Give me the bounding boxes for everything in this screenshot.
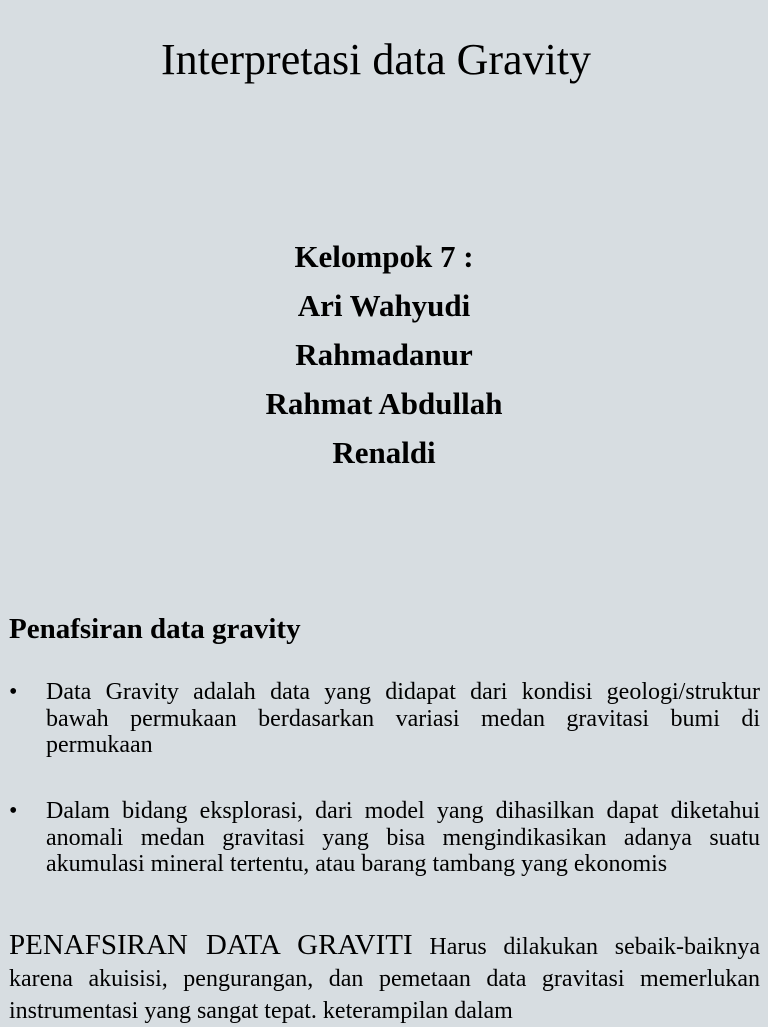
bullet-marker: • — [9, 798, 18, 824]
bullet-item — [9, 798, 760, 878]
body-paragraph — [9, 929, 760, 1027]
member-name: Renaldi — [332, 435, 436, 470]
member-name: Rahmat Abdullah — [265, 386, 503, 421]
group-member-list — [0, 232, 768, 477]
bullet-item — [9, 679, 760, 759]
member-name: Ari Wahyudi — [297, 288, 471, 323]
member-name: Rahmadanur — [295, 337, 473, 372]
paragraph-lead: PENAFSIRAN DATA GRAVITI — [9, 929, 413, 961]
group-label: Kelompok 7 : — [294, 239, 474, 274]
bullet-text: Data Gravity adalah data yang didapat dari kondisi geologi/struktur bawah permukaan berdasarkan variasi medan gravitasi bumi di permukaan — [46, 679, 760, 758]
bullet-marker: • — [9, 679, 18, 705]
slide-title: Interpretasi data Gravity — [160, 35, 592, 84]
bullet-text: Dalam bidang eksplorasi, dari model yang dihasilkan dapat diketahui anomali medan gravitasi yang bisa mengindikasikan adanya suatu akumulasi mineral tertentu, atau barang tambang yang ekonomis — [46, 798, 760, 877]
content-slide — [0, 575, 768, 1024]
section-heading: Penafsiran data gravity — [9, 613, 301, 645]
paragraph-text: Harus dilakukan sebaik-baiknya karena akuisisi, pengurangan, dan pemetaan data gravitasi memerlukan instrumentasi yang sangat tepat. keterampilan dalam — [9, 934, 760, 1024]
